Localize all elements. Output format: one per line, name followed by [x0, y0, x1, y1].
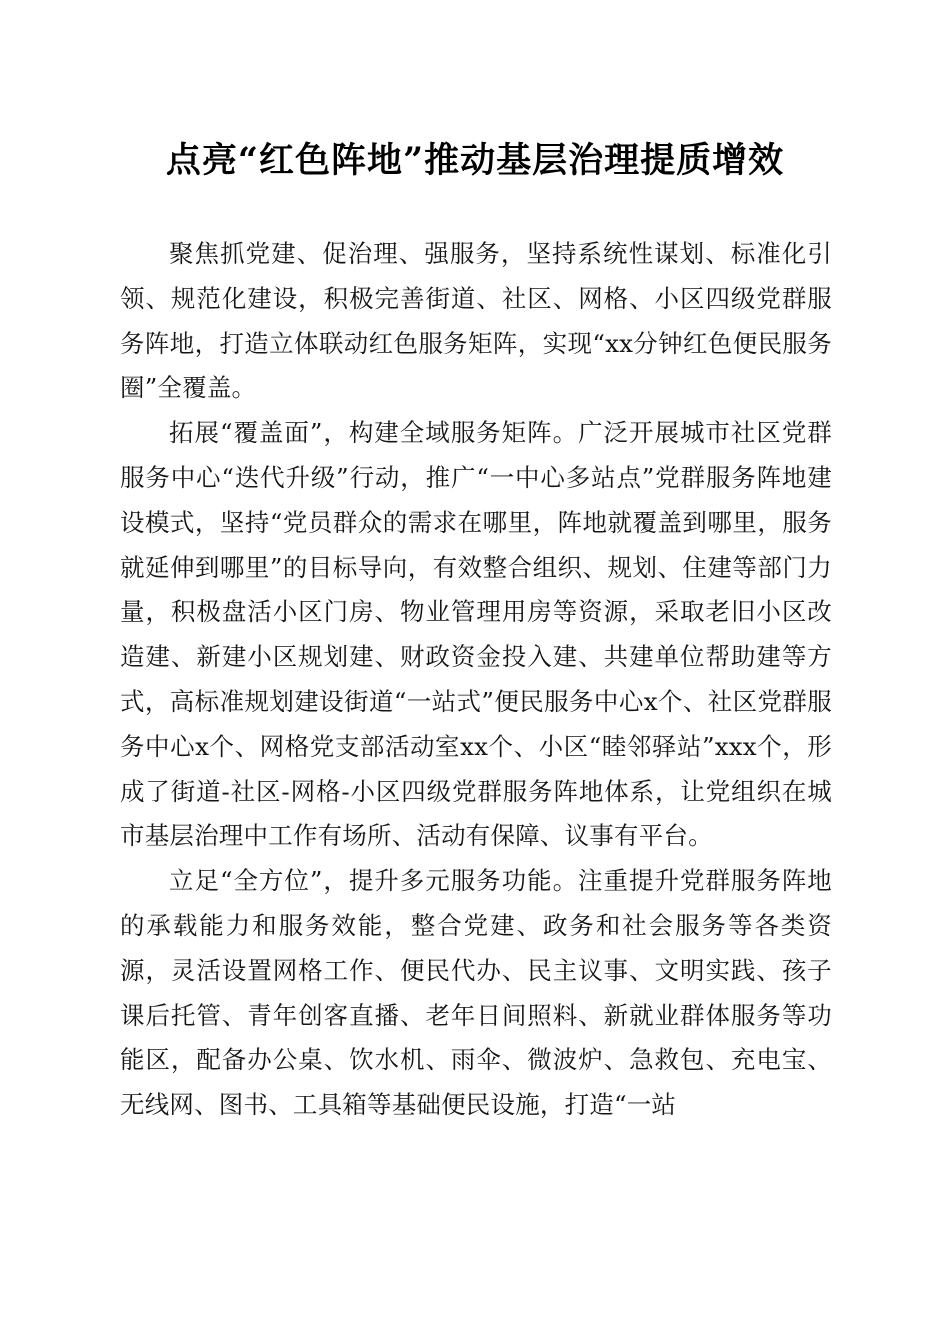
- paragraph-coverage: 拓展“覆盖面”，构建全域服务矩阵。广泛开展城市社区党群服务中心“迭代升级”行动，推广“一中心多站点”党群服务阵地建设模式，坚持“党员群众的需求在哪里，阵地就覆盖到哪里，服务就延伸到哪里”的目标导向，有效整合组织、规划、住建等部门力量，积极盘活小区门房、物业管理用房等资源，采取老旧小区改造建、新建小区规划建、财政资金投入建、共建单位帮助建等方式，高标准规划建设街道“一站式”便民服务中心x个、社区党群服务中心x个、网格党支部活动室xx个、小区“睦邻驿站”xxx个，形成了街道-社区-网格-小区四级党群服务阵地体系，让党组织在城市基层治理中工作有场所、活动有保障、议事有平台。: [120, 418, 832, 851]
- document-body: [120, 232, 832, 1128]
- document-title: 点亮“红色阵地”推动基层治理提质增效: [165, 140, 785, 181]
- paragraph-services: 立足“全方位”，提升多元服务功能。注重提升党群服务阵地的承载能力和服务效能，整合党建、政务和社会服务等各类资源，灵活设置网格工作、便民代办、民主议事、文明实践、孩子课后托管、青年创客直播、老年日间照料、新就业群体服务等功能区，配备办公桌、饮水机、雨伞、微波炉、急救包、充电宝、无线网、图书、工具箱等基础便民设施，打造“一站: [120, 866, 832, 1120]
- paragraph-intro: 聚焦抓党建、促治理、强服务，坚持系统性谋划、标准化引领、规范化建设，积极完善街道、社区、网格、小区四级党群服务阵地，打造立体联动红色服务矩阵，实现“xx分钟红色便民服务圈”全覆盖。: [120, 239, 832, 403]
